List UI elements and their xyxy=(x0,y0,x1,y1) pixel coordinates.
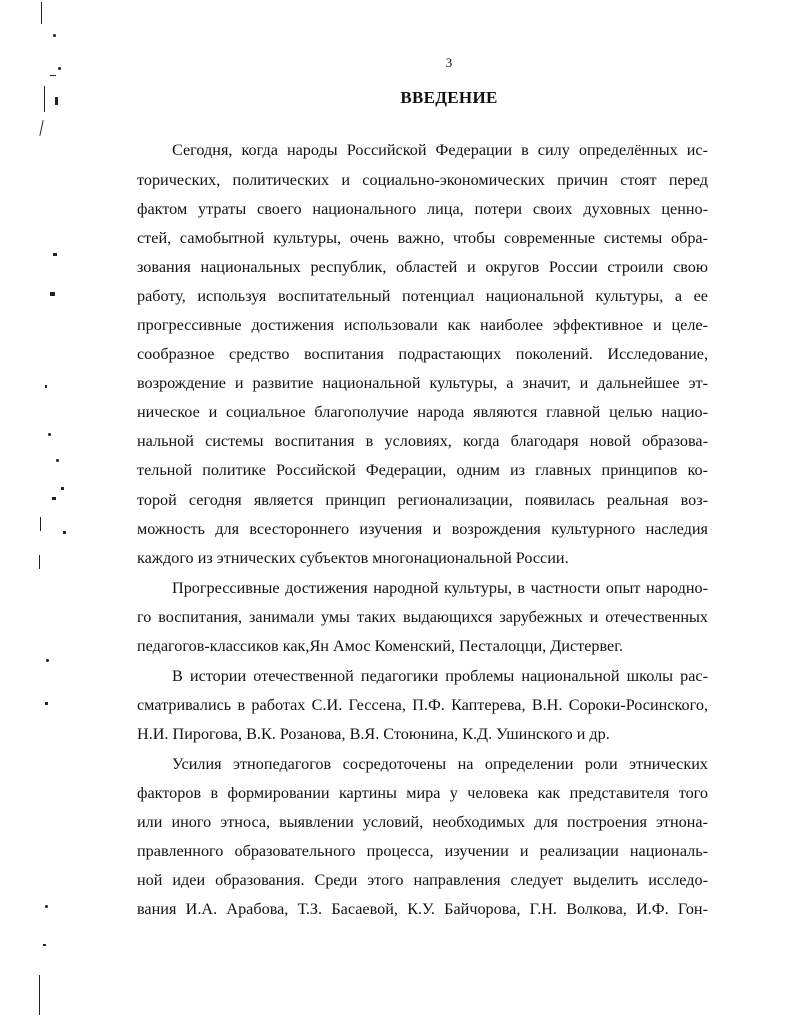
scan-mark xyxy=(45,905,48,908)
text-line: Н.И. Пирогова, В.К. Розанова, В.Я. Стоюнина, К.Д. Ушинского и др. xyxy=(137,725,610,743)
scan-mark xyxy=(61,487,64,490)
scan-mark xyxy=(55,97,58,105)
scan-mark xyxy=(45,385,47,388)
scan-mark xyxy=(39,975,40,1015)
text-line: ной идеи образования. Среди этого направления следует выделить исследо- xyxy=(137,871,708,889)
text-line: вания И.А. Арабова, Т.З. Басаевой, К.У. Байчорова, Г.Н. Волкова, И.Ф. Гон- xyxy=(137,900,708,918)
text-line: В истории отечественной педагогики проблемы национальной школы рас- xyxy=(172,667,708,685)
text-line: Прогрессивные достижения народной культуры, в частности опыт народно- xyxy=(172,579,708,597)
scan-mark xyxy=(52,497,56,500)
text-line: правленного образовательного процесса, изучении и реализации националь- xyxy=(137,842,708,860)
text-line: сматривались в работах С.И. Гессена, П.Ф. Каптерева, В.Н. Сороки-Росинского, xyxy=(137,696,708,714)
page-number: 3 xyxy=(445,55,453,70)
text-line: нальной системы воспитания в условиях, когда благодаря новой образова- xyxy=(137,432,708,450)
text-line: факторов в формировании картины мира у человека как представителя того xyxy=(137,784,708,802)
scan-mark xyxy=(39,555,40,569)
text-line: ническое и социальное благополучие народа являются главной целью нацио- xyxy=(137,403,708,421)
scan-mark xyxy=(58,67,61,70)
text-line: Усилия этнопедагогов сосредоточены на определении роли этнических xyxy=(172,755,708,773)
text-line: Сегодня, когда народы Российской Федерации в силу определённых ис- xyxy=(172,141,708,159)
scan-mark xyxy=(50,75,56,76)
scan-mark xyxy=(48,433,51,436)
text-line: работу, используя воспитательный потенциал национальной культуры, а ее xyxy=(137,287,708,305)
text-line: каждого из этнических субъектов многонациональной России. xyxy=(137,549,569,567)
text-line: педагогов-классиков как,Ян Амос Коменский, Песталоцци, Дистервег. xyxy=(137,637,624,655)
text-line: зования национальных республик, областей и округов России строили свою xyxy=(137,258,708,276)
scan-mark xyxy=(53,34,56,37)
text-line: стей, самобытной культуры, очень важно, чтобы современные системы обра- xyxy=(137,229,708,247)
scan-mark xyxy=(63,531,66,534)
scan-mark xyxy=(50,292,55,296)
text-line: сообразное средство воспитания подрастающих поколений. Исследование, xyxy=(137,345,708,363)
text-line: можность для всестороннего изучения и возрождения культурного наследия xyxy=(137,520,708,538)
text-line: или иного этноса, выявлении условий, необходимых для построения этнона- xyxy=(137,813,708,831)
scan-mark xyxy=(39,120,43,136)
text-line: прогрессивные достижения использовали как наиболее эффективное и целе- xyxy=(137,316,708,334)
text-line: фактом утраты своего национального лица, потери своих духовных ценно- xyxy=(137,200,708,218)
scan-mark xyxy=(45,702,48,705)
text-line: го воспитания, занимали умы таких выдающихся зарубежных и отечественных xyxy=(137,608,708,626)
page-title: ВВЕДЕНИЕ xyxy=(400,88,498,107)
scan-mark xyxy=(40,517,41,531)
scan-mark xyxy=(46,659,49,662)
scan-mark xyxy=(53,253,57,256)
scan-mark xyxy=(43,944,46,946)
scan-mark xyxy=(56,459,59,462)
text-line: возрождение и развитие национальной культуры, а значит, и дальнейшее эт- xyxy=(137,374,708,392)
scan-mark xyxy=(41,2,42,24)
scan-mark xyxy=(44,86,45,112)
text-line: торических, политических и социально-экономических причин стоят перед xyxy=(137,171,708,189)
text-line: тельной политике Российской Федерации, одним из главных принципов ко- xyxy=(137,461,708,479)
text-line: торой сегодня является принцип регионализации, появилась реальная воз- xyxy=(137,491,708,509)
